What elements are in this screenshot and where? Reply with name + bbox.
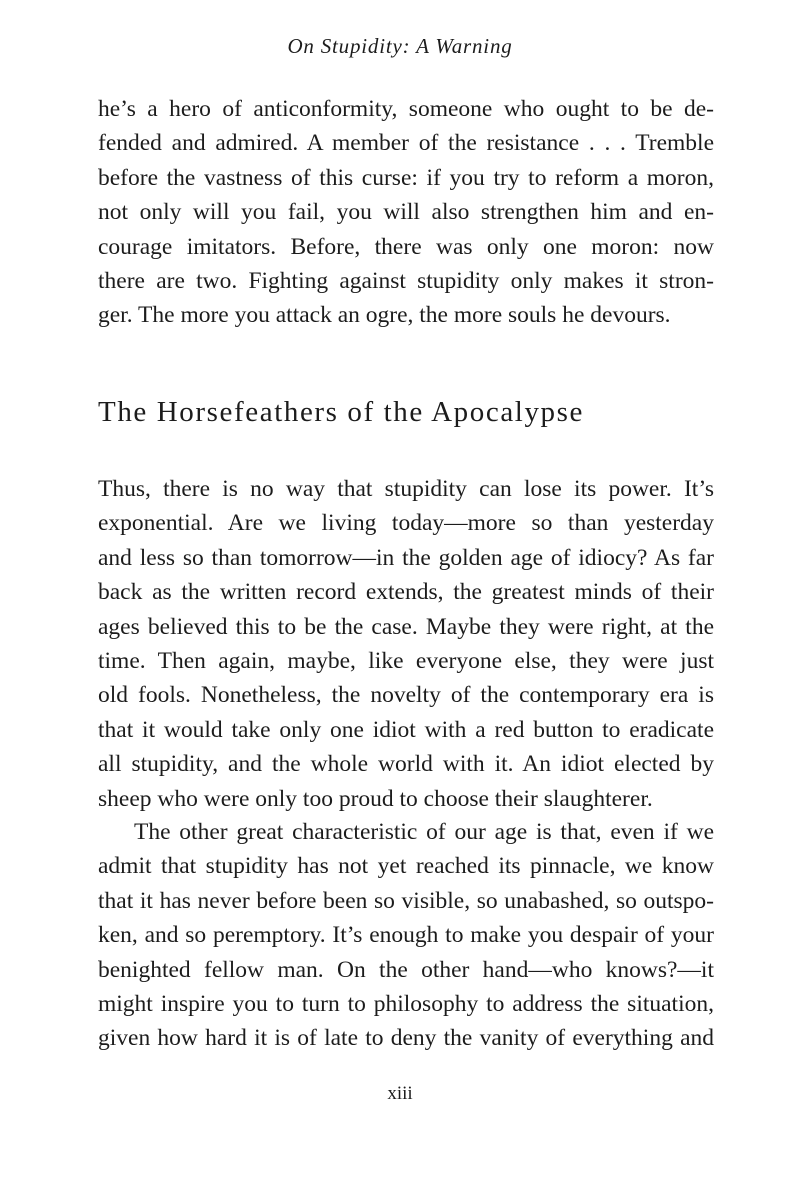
text-line: benighted fellow man. On the other hand—who knows?—it: [98, 956, 714, 983]
text-line: not only will you fail, you will also strengthen him and en-: [98, 199, 714, 226]
text-line: he’s a hero of anticonformity, someone who ought to be de-: [98, 96, 714, 122]
paragraph-continued: [98, 92, 714, 333]
text-line: given how hard it is of late to deny the vanity of everything and: [98, 1025, 714, 1052]
text-line: all stupidity, and the whole world with it. An idiot elected by: [98, 751, 714, 778]
section-heading: The Horsefeathers of the Apocalypse: [98, 396, 585, 428]
text-line: before the vastness of this curse: if you try to reform a moron,: [98, 164, 714, 191]
text-line: exponential. Are we living today—more so than yesterday: [98, 510, 714, 537]
text-line: ages believed this to be the case. Maybe they were right, at the: [98, 613, 714, 640]
text-line: ger. The more you attack an ogre, the more souls he devours.: [98, 302, 671, 329]
text-line: Thus, there is no way that stupidity can lose its power. It’s: [98, 476, 714, 502]
text-line: fended and admired. A member of the resistance . . . Tremble: [98, 130, 714, 157]
text-line: The other great characteristic of our age is that, even if we: [134, 819, 714, 845]
text-line: ken, and so peremptory. It’s enough to make you despair of your: [98, 922, 714, 949]
text-line: there are two. Fighting against stupidity only makes it stron-: [98, 267, 714, 294]
text-line: back as the written record extends, the greatest minds of their: [98, 579, 714, 606]
text-line: courage imitators. Before, there was only one moron: now: [98, 233, 714, 260]
text-line: old fools. Nonetheless, the novelty of the contemporary era is: [98, 682, 714, 709]
text-line: and less so than tomorrow—in the golden age of idiocy? As far: [98, 544, 714, 571]
running-head: On Stupidity: A Warning: [287, 34, 513, 58]
text-line: that it would take only one idiot with a red button to eradicate: [98, 716, 714, 743]
text-line: admit that stupidity has not yet reached its pinnacle, we know: [98, 853, 714, 880]
page-number: xiii: [387, 1083, 413, 1104]
text-line: that it has never before been so visible, so unabashed, so outspo-: [98, 887, 714, 914]
paragraph: [98, 472, 714, 816]
text-line: time. Then again, maybe, like everyone else, they were just: [98, 647, 714, 674]
text-line: sheep who were only too proud to choose their slaughterer.: [98, 785, 653, 812]
paragraph: [98, 815, 714, 1056]
text-line: might inspire you to turn to philosophy to address the situation,: [98, 990, 714, 1017]
